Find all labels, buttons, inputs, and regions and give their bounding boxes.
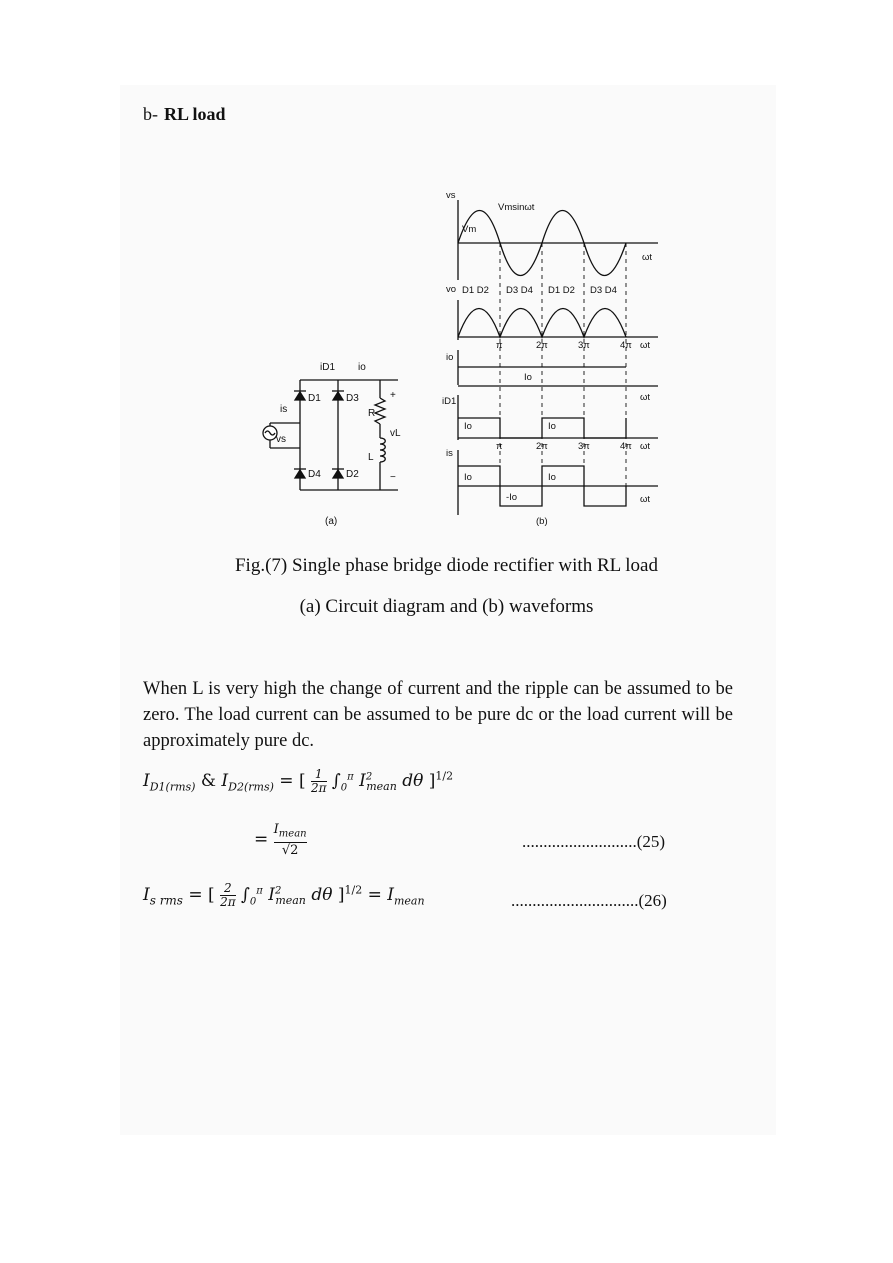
eq1-sub1: D1(rms): [149, 780, 196, 794]
label-io-level: Io: [524, 372, 532, 383]
tick2-4pi: 4π: [620, 441, 632, 452]
heading-title: RL load: [164, 104, 226, 124]
eq3-dtheta: dθ: [311, 885, 333, 905]
tick2-2pi: 2π: [536, 441, 548, 452]
equation-3: $I_{s rms}$ = [ $\frac{2}{2\pi}$ $\int_0^\pi$ $I^2_{mean}$ dθ ]$^{1/2} = I_{mean}$: [143, 881, 425, 909]
eq3-sub: s rms: [149, 893, 183, 908]
figure-rectifier: [240, 180, 680, 530]
label-plus: +: [390, 390, 396, 401]
label-id1-axis: iD1: [442, 396, 457, 407]
sublabel-b: (b): [536, 516, 548, 527]
label-d4: D4: [308, 469, 321, 480]
eq1-sub2: D2(rms): [228, 780, 274, 794]
label-d2: D2: [346, 469, 359, 480]
tick-4pi: 4π: [620, 340, 632, 351]
tick2-pi: π: [496, 441, 503, 452]
eq3-rhs-mean: mean: [393, 894, 425, 908]
label-is: is: [280, 404, 288, 415]
eq1-frac-den: 2π: [310, 781, 327, 795]
label-wt-2: ωt: [640, 340, 651, 351]
label-is-axis: is: [446, 448, 453, 459]
tick-2pi: 2π: [536, 340, 548, 351]
tick-3pi: 3π: [578, 340, 590, 351]
label-vo-axis: vo: [446, 284, 457, 295]
label-d3: D3: [346, 393, 359, 404]
eq3-rhs-i: I: [387, 885, 394, 905]
circuit-diagram: [263, 362, 401, 527]
eq3-upper: π: [256, 885, 263, 897]
figure-caption-line1: Fig.(7) Single phase bridge diode rectifier with RL load: [234, 555, 658, 576]
label-vs: vs: [276, 434, 286, 445]
eq2-mean: mean: [278, 828, 307, 840]
eq1-i2: I: [221, 771, 229, 791]
label-io-axis: io: [446, 352, 454, 363]
label-is-minus-io: -Io: [506, 492, 518, 503]
eq3-mean: mean: [275, 894, 306, 908]
eq26-dots: ..............................: [511, 891, 639, 910]
equation-number-25: [522, 832, 665, 852]
eq1-mean: mean: [366, 780, 397, 794]
label-vm-sin: Vmsinωt: [498, 202, 535, 213]
label-vm: Vm: [462, 224, 477, 235]
eq1-frac-num: 1: [311, 768, 327, 782]
eq25-dots: ...........................: [522, 832, 637, 851]
equation-number-26: [511, 891, 667, 911]
figure-caption-line2: (a) Circuit diagram and (b) waveforms: [299, 596, 594, 617]
section-heading: [143, 104, 226, 125]
eq1-i1: I: [143, 771, 150, 791]
label-vl: vL: [390, 428, 401, 439]
label-is-io-2: Io: [548, 472, 556, 483]
label-wt-4: ωt: [640, 441, 651, 452]
equation-1: $I_{D1(rms)}$ & $I_{D2(rms)}$ = [ $\frac{1}{2\pi}$ $\int_0^\pi$ $I^2_{mean}$ dθ ]$^{1/2}$: [143, 767, 454, 795]
eq1-dtheta: dθ: [402, 771, 424, 791]
diode-d3: [332, 391, 344, 400]
eq3-power: 1/2: [344, 883, 363, 897]
eq3-frac-num: 2: [220, 882, 236, 896]
diode-d1: [294, 391, 306, 400]
heading-prefix: b-: [143, 104, 158, 124]
equation-2: = $I_{mean}$ √2: [254, 822, 307, 858]
eq1-upper: π: [347, 771, 354, 783]
conduction-3: D1 D2: [548, 285, 575, 296]
eq2-imean: I: [273, 822, 279, 837]
label-l: L: [368, 452, 374, 463]
label-io: io: [358, 362, 366, 373]
label-wt-1: ωt: [642, 252, 653, 263]
eq1-power: 1/2: [435, 769, 454, 783]
label-wt-3: ωt: [640, 392, 651, 403]
diode-d2: [332, 469, 344, 478]
eq26-label: (26): [638, 891, 667, 910]
label-id1-io-1: Io: [464, 421, 472, 432]
eq3-imean: I: [268, 885, 275, 905]
tick-pi: π: [496, 340, 503, 351]
conduction-1: D1 D2: [462, 285, 489, 296]
label-id1-io-2: Io: [548, 421, 556, 432]
eq1-imean: I: [359, 771, 366, 791]
eq3-lower: 0: [249, 896, 257, 908]
eq1-amp: &: [200, 771, 217, 791]
sublabel-a: (a): [325, 516, 338, 527]
tick2-3pi: 3π: [578, 441, 590, 452]
conduction-2: D3 D4: [506, 285, 533, 296]
label-id1: iD1: [320, 362, 336, 373]
body-paragraph: When L is very high the change of current and the ripple can be assumed to be zero. The load current can be assumed to be pure dc or the load current will be approximately pure dc.: [143, 679, 733, 751]
label-wt-5: ωt: [640, 494, 651, 505]
eq3-frac-den: 2π: [220, 895, 236, 909]
eq25-label: (25): [636, 832, 666, 851]
eq3-i: I: [143, 885, 150, 905]
waveforms: [442, 190, 658, 527]
label-vs-axis: vs: [446, 190, 456, 201]
diode-d4: [294, 469, 306, 478]
eq3-sq: 2: [274, 885, 282, 897]
label-minus: −: [390, 472, 396, 483]
eq1-sq: 2: [365, 771, 373, 783]
label-r: R: [368, 408, 376, 419]
eq1-lower: 0: [340, 782, 348, 794]
label-is-io-1: Io: [464, 472, 472, 483]
conduction-4: D3 D4: [590, 285, 617, 296]
label-d1: D1: [308, 393, 321, 404]
eq2-sqrt2: √2: [281, 842, 299, 858]
